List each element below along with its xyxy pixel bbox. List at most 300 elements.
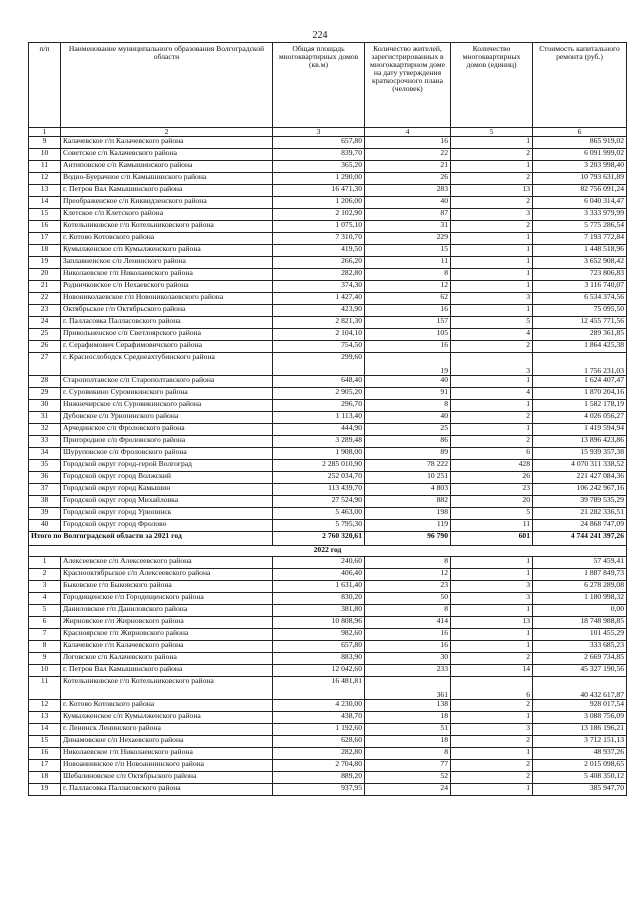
table-cell: Городской округ город Урюпинск xyxy=(61,508,273,520)
table-row xyxy=(29,424,627,436)
table-row xyxy=(29,784,627,796)
table-row xyxy=(29,605,627,617)
table-cell: 648,40 xyxy=(273,376,365,388)
table-cell: 233 xyxy=(365,665,451,677)
table-row xyxy=(29,436,627,448)
table-cell: 865 919,02 xyxy=(533,137,627,149)
table-cell: 1 448 518,96 xyxy=(533,245,627,257)
table-cell: Антиповское с/п Камышинского района xyxy=(61,161,273,173)
table-cell: 12 042,60 xyxy=(273,665,365,677)
page-number: 224 xyxy=(312,30,328,41)
header-cell: Наименование муниципального образования Волгоградской области xyxy=(61,43,273,128)
table-cell: 5 775 286,54 xyxy=(533,221,627,233)
table-cell: 30 xyxy=(365,653,451,665)
table-cell: 2 821,30 xyxy=(273,317,365,329)
table-cell: 24 xyxy=(29,317,61,329)
table-cell: 32 xyxy=(29,424,61,436)
table-cell: 25 xyxy=(365,424,451,436)
table-cell: 11 xyxy=(451,520,533,532)
table-row xyxy=(29,641,627,653)
table-cell: 628,60 xyxy=(273,736,365,748)
table-cell: 4 803 xyxy=(365,484,451,496)
table-row xyxy=(29,736,627,748)
table-cell: г. Петров Вал Камышинского района xyxy=(61,185,273,197)
table-cell: 1 419 594,94 xyxy=(533,424,627,436)
table-cell: 1 xyxy=(451,161,533,173)
header-cell: Количество многоквартирных домов (единиц) xyxy=(451,43,533,128)
table-cell: 10 793 631,89 xyxy=(533,173,627,185)
table-cell: 4 070 311 338,52 xyxy=(533,460,627,472)
table-cell: 1 xyxy=(451,376,533,388)
table-cell: 6 040 314,47 xyxy=(533,197,627,209)
table-cell: г. Серафимович Серафимовичского района xyxy=(61,341,273,353)
table-cell: 87 xyxy=(365,209,451,221)
table-cell: 7 193 772,84 xyxy=(533,233,627,245)
table-cell: 4 xyxy=(451,388,533,400)
table-cell: 1 180 998,32 xyxy=(533,593,627,605)
table-cell: 40 xyxy=(365,197,451,209)
table-cell: 15 xyxy=(365,245,451,257)
table-cell: Пригородное с/п Фроловского района xyxy=(61,436,273,448)
table-cell: 12 455 771,56 xyxy=(533,317,627,329)
table-cell: 1 xyxy=(451,245,533,257)
table-cell: 16 xyxy=(365,305,451,317)
table-cell: Родничковское с/п Нехаевского района xyxy=(61,281,273,293)
table-cell: 23 xyxy=(451,484,533,496)
table-cell: 40 xyxy=(365,376,451,388)
table-cell: 8 xyxy=(29,641,61,653)
capital-repair-table xyxy=(28,42,627,796)
table-cell: 91 xyxy=(365,388,451,400)
table-cell: Алексеевское с/п Алексеевского района xyxy=(61,557,273,569)
table-cell: Городищенское г/п Городищенского района xyxy=(61,593,273,605)
table-cell: 21 xyxy=(29,281,61,293)
table-cell: 889,20 xyxy=(273,772,365,784)
table-cell: г. Суровикино Суровикинского района xyxy=(61,388,273,400)
table-cell: 18 xyxy=(29,245,61,257)
table-cell: 16 xyxy=(29,748,61,760)
table-cell: 982,60 xyxy=(273,629,365,641)
header-cell: Стоимость капитального ремонта (руб.) xyxy=(533,43,627,128)
table-cell: 2 015 098,65 xyxy=(533,760,627,772)
table-cell: 414 xyxy=(365,617,451,629)
table-cell: 82 756 091,24 xyxy=(533,185,627,197)
table-cell: 2 285 010,90 xyxy=(273,460,365,472)
table-body xyxy=(29,128,627,796)
table-cell: 266,20 xyxy=(273,257,365,269)
table-cell: 3 333 979,99 xyxy=(533,209,627,221)
table-cell: 20 xyxy=(29,269,61,281)
table-cell: 1 xyxy=(451,233,533,245)
table-cell: 77 xyxy=(365,760,451,772)
table-cell: 10 xyxy=(29,665,61,677)
table-row xyxy=(29,724,627,736)
table-cell: 17 xyxy=(29,233,61,245)
table-cell: Котельниковское г/п Котельниковского района xyxy=(61,677,273,700)
table-cell: 17 xyxy=(29,760,61,772)
table-cell: 252 034,70 xyxy=(273,472,365,484)
table-cell: 2 xyxy=(451,700,533,712)
table-cell: г. Палласовка Палласовского района xyxy=(61,784,273,796)
total-residents: 96 790 xyxy=(365,532,451,546)
table-cell: Нижнечирское с/п Суровикинского района xyxy=(61,400,273,412)
table-row xyxy=(29,173,627,185)
table-row xyxy=(29,137,627,149)
column-number-row xyxy=(29,128,627,137)
table-cell: 26 xyxy=(365,173,451,185)
table-cell: 1 631,40 xyxy=(273,581,365,593)
table-cell: 16 481,81 xyxy=(273,677,365,700)
table-cell: Дубовское с/п Урюпинского района xyxy=(61,412,273,424)
table-row xyxy=(29,281,627,293)
table-cell: 438,70 xyxy=(273,712,365,724)
table-cell: 26 xyxy=(451,472,533,484)
table-cell: 6 xyxy=(451,677,533,700)
table-cell: 25 xyxy=(29,329,61,341)
table-cell: 2 xyxy=(451,760,533,772)
table-cell: 282,80 xyxy=(273,269,365,281)
table-cell: 10 251 xyxy=(365,472,451,484)
table-cell: 27 524,90 xyxy=(273,496,365,508)
table-row xyxy=(29,760,627,772)
column-number: 4 xyxy=(365,128,451,137)
table-cell: 5 795,30 xyxy=(273,520,365,532)
table-cell: 15 xyxy=(29,736,61,748)
table-cell: 3 xyxy=(451,593,533,605)
table-cell: Быковское г/п Быковского района xyxy=(61,581,273,593)
table-cell: 296,70 xyxy=(273,400,365,412)
table-cell: 2 xyxy=(451,736,533,748)
table-cell: 1 xyxy=(451,424,533,436)
table-row xyxy=(29,400,627,412)
table-cell: 3 116 740,07 xyxy=(533,281,627,293)
table-cell: 2 104,10 xyxy=(273,329,365,341)
table-cell: 34 xyxy=(29,448,61,460)
table-cell: 19 xyxy=(365,353,451,376)
table-cell: 2 xyxy=(451,149,533,161)
table-cell: 18 xyxy=(29,772,61,784)
table-cell: 937,95 xyxy=(273,784,365,796)
table-row xyxy=(29,677,627,700)
table-cell: Шебалиновское с/п Октябрьского района xyxy=(61,772,273,784)
table-cell: 5 408 350,12 xyxy=(533,772,627,784)
header-row xyxy=(29,43,627,128)
table-row xyxy=(29,257,627,269)
table-cell: 14 xyxy=(451,665,533,677)
table-cell: Городской округ город Камышин xyxy=(61,484,273,496)
table-cell: 4 230,00 xyxy=(273,700,365,712)
table-cell: 2 xyxy=(451,772,533,784)
table-cell: Динамовское с/п Нехаевского района xyxy=(61,736,273,748)
table-cell: 22 xyxy=(29,293,61,305)
table-cell: 1 290,00 xyxy=(273,173,365,185)
table-cell: 31 xyxy=(365,221,451,233)
table-cell: 2 102,90 xyxy=(273,209,365,221)
table-cell: 839,70 xyxy=(273,149,365,161)
table-cell: 3 xyxy=(451,209,533,221)
table-row xyxy=(29,221,627,233)
table-cell: 51 xyxy=(365,724,451,736)
table-cell: 15 939 357,38 xyxy=(533,448,627,460)
table-row xyxy=(29,353,627,376)
table-row xyxy=(29,700,627,712)
table-cell: 12 xyxy=(365,281,451,293)
table-cell: Калачевское г/п Калачевского района xyxy=(61,641,273,653)
table-cell: 1 xyxy=(451,748,533,760)
table-cell: 89 xyxy=(365,448,451,460)
table-cell: 23 xyxy=(29,305,61,317)
table-cell: 4 026 056,27 xyxy=(533,412,627,424)
table-cell: 40 xyxy=(29,520,61,532)
table-row xyxy=(29,341,627,353)
table-cell: 4 xyxy=(29,593,61,605)
table-cell: 374,30 xyxy=(273,281,365,293)
table-cell: 37 xyxy=(29,484,61,496)
table-cell: 39 789 535,29 xyxy=(533,496,627,508)
table-cell: 1 xyxy=(451,629,533,641)
table-cell: 14 xyxy=(29,724,61,736)
table-cell: Привольненское с/п Светлоярского района xyxy=(61,329,273,341)
table-cell: 289 361,85 xyxy=(533,329,627,341)
table-cell: 3 xyxy=(451,724,533,736)
table-cell: 1 xyxy=(451,557,533,569)
table-cell: 8 xyxy=(365,269,451,281)
table-cell: 1 xyxy=(451,400,533,412)
column-number: 3 xyxy=(273,128,365,137)
table-cell: 45 327 190,56 xyxy=(533,665,627,677)
table-cell: 2 xyxy=(451,436,533,448)
table-cell: 75 095,50 xyxy=(533,305,627,317)
table-cell: 8 xyxy=(365,557,451,569)
table-cell: Краснооктябрьское с/п Алексеевского района xyxy=(61,569,273,581)
table-cell: Николаевское г/п Николаевского района xyxy=(61,269,273,281)
table-cell: 10 808,96 xyxy=(273,617,365,629)
table-cell: 423,90 xyxy=(273,305,365,317)
table-cell: Логовское с/п Калачевского района xyxy=(61,653,273,665)
table-cell: 20 xyxy=(451,496,533,508)
table-cell: 0,00 xyxy=(533,605,627,617)
table-cell: 1 075,10 xyxy=(273,221,365,233)
total-row xyxy=(29,532,627,546)
table-cell: 13 xyxy=(451,185,533,197)
table-cell: 928 017,54 xyxy=(533,700,627,712)
table-cell: 2 xyxy=(451,173,533,185)
table-cell: 2 xyxy=(451,653,533,665)
table-cell: 3 289,48 xyxy=(273,436,365,448)
table-row xyxy=(29,653,627,665)
table-cell: 39 xyxy=(29,508,61,520)
table-cell: 657,80 xyxy=(273,641,365,653)
table-cell: 385 947,70 xyxy=(533,784,627,796)
table-cell: 48 937,26 xyxy=(533,748,627,760)
table-row xyxy=(29,269,627,281)
table-cell: 16 471,30 xyxy=(273,185,365,197)
table-row xyxy=(29,557,627,569)
table-cell: 113 439,70 xyxy=(273,484,365,496)
total-label: Итого по Волгоградской области за 2021 год xyxy=(29,532,273,546)
table-row xyxy=(29,508,627,520)
table-cell: 106 242 967,16 xyxy=(533,484,627,496)
table-cell: Котельниковское г/п Котельниковского района xyxy=(61,221,273,233)
table-cell: 12 xyxy=(29,700,61,712)
table-cell: 1 113,40 xyxy=(273,412,365,424)
table-cell: 50 xyxy=(365,593,451,605)
table-row xyxy=(29,448,627,460)
table-cell: Городской округ город-герой Волгоград xyxy=(61,460,273,472)
table-cell: 119 xyxy=(365,520,451,532)
table-cell: 1 xyxy=(451,269,533,281)
table-cell: 1 xyxy=(451,784,533,796)
table-cell: 299,60 xyxy=(273,353,365,376)
table-cell: 27 xyxy=(29,353,61,376)
table-cell: 5 xyxy=(451,508,533,520)
table-cell: Кумылженское с/п Кумылженского района xyxy=(61,712,273,724)
table-cell: 4 xyxy=(451,329,533,341)
table-row xyxy=(29,185,627,197)
table-row xyxy=(29,748,627,760)
table-row xyxy=(29,412,627,424)
table-cell: 18 xyxy=(365,712,451,724)
table-row xyxy=(29,460,627,472)
table-cell: 754,50 xyxy=(273,341,365,353)
table-cell: 57 459,41 xyxy=(533,557,627,569)
table-cell: 16 xyxy=(365,137,451,149)
table-cell: 428 xyxy=(451,460,533,472)
table-row xyxy=(29,376,627,388)
table-cell: 6 091 999,02 xyxy=(533,149,627,161)
table-cell: 24 xyxy=(365,784,451,796)
table-cell: 52 xyxy=(365,772,451,784)
table-row xyxy=(29,593,627,605)
table-cell: 18 xyxy=(365,736,451,748)
table-cell: 12 xyxy=(29,173,61,185)
table-cell: 2 704,80 xyxy=(273,760,365,772)
table-cell: 1 xyxy=(29,557,61,569)
table-cell: г. Палласовка Палласовского района xyxy=(61,317,273,329)
table-cell: 13 186 196,21 xyxy=(533,724,627,736)
table-cell: 2 xyxy=(29,569,61,581)
table-cell: 5 463,00 xyxy=(273,508,365,520)
table-row xyxy=(29,161,627,173)
table-cell: 30 xyxy=(29,400,61,412)
header-cell: Количество жителей, зарегистрированных в многоквартирном доме на дату утверждения краткосрочного плана (человек) xyxy=(365,43,451,128)
table-cell: Городской округ город Михайловка xyxy=(61,496,273,508)
table-cell: Советское с/п Калачевского района xyxy=(61,149,273,161)
table-cell: 1 xyxy=(451,605,533,617)
table-cell: 8 xyxy=(365,400,451,412)
table-cell: 24 868 747,09 xyxy=(533,520,627,532)
table-cell: 14 xyxy=(29,197,61,209)
table-cell: 882 xyxy=(365,496,451,508)
table-cell: Жирновское г/п Жирновского района xyxy=(61,617,273,629)
table-cell: 229 xyxy=(365,233,451,245)
table-cell: 21 282 336,51 xyxy=(533,508,627,520)
table-cell: 19 xyxy=(29,257,61,269)
table-row xyxy=(29,305,627,317)
table-cell: 2 669 734,85 xyxy=(533,653,627,665)
table-cell: г. Ленинск Ленинского района xyxy=(61,724,273,736)
table-cell: Калачевское г/п Калачевского района xyxy=(61,137,273,149)
table-cell: 419,50 xyxy=(273,245,365,257)
table-row xyxy=(29,569,627,581)
table-row xyxy=(29,233,627,245)
table-cell: 3 652 908,42 xyxy=(533,257,627,269)
table-cell: 13 xyxy=(451,617,533,629)
table-cell: 3 088 756,09 xyxy=(533,712,627,724)
table-row xyxy=(29,317,627,329)
table-cell: Старополтавское с/п Старополтавского района xyxy=(61,376,273,388)
table-cell: 6 xyxy=(29,617,61,629)
table-cell: 1 xyxy=(451,569,533,581)
table-cell: 1 xyxy=(451,137,533,149)
table-cell: 1 xyxy=(451,281,533,293)
table-cell: 406,40 xyxy=(273,569,365,581)
table-row xyxy=(29,581,627,593)
table-cell: Клетское с/п Клетского района xyxy=(61,209,273,221)
table-cell: 16 xyxy=(365,641,451,653)
table-cell: 1 206,00 xyxy=(273,197,365,209)
table-cell: 3 712 151,13 xyxy=(533,736,627,748)
table-cell: 1 908,00 xyxy=(273,448,365,460)
table-cell: г. Котово Котовского района xyxy=(61,700,273,712)
table-cell: 157 xyxy=(365,317,451,329)
table-cell: 138 xyxy=(365,700,451,712)
table-row xyxy=(29,149,627,161)
table-cell: 282,80 xyxy=(273,748,365,760)
table-cell: 11 xyxy=(365,257,451,269)
table-cell: 1 xyxy=(451,257,533,269)
table-cell: 5 xyxy=(451,317,533,329)
table-cell: 19 xyxy=(29,784,61,796)
table-cell: 10 xyxy=(29,149,61,161)
table-cell: Николаевское г/п Николаевского района xyxy=(61,748,273,760)
table-cell: 1 756 231,03 xyxy=(533,353,627,376)
table-cell: 23 xyxy=(365,581,451,593)
table-cell: 2 xyxy=(451,221,533,233)
table-cell: 723 806,83 xyxy=(533,269,627,281)
table-cell: 198 xyxy=(365,508,451,520)
table-cell: 1 870 204,16 xyxy=(533,388,627,400)
table-cell: Новоаннинское г/п Новоаннинского района xyxy=(61,760,273,772)
table-row xyxy=(29,772,627,784)
column-number: 5 xyxy=(451,128,533,137)
table-row xyxy=(29,472,627,484)
table-cell: 333 685,23 xyxy=(533,641,627,653)
table-row xyxy=(29,665,627,677)
table-cell: 2 905,20 xyxy=(273,388,365,400)
table-cell: 7 xyxy=(29,629,61,641)
table-cell: г. Петров Вал Камышинского района xyxy=(61,665,273,677)
table-cell: 21 xyxy=(365,161,451,173)
table-cell: Кумылженское с/п Кумылженского района xyxy=(61,245,273,257)
table-cell: 7 310,70 xyxy=(273,233,365,245)
table-cell: Преображенское с/п Киквидзенского района xyxy=(61,197,273,209)
table-cell: 8 xyxy=(365,748,451,760)
table-row xyxy=(29,484,627,496)
table-cell: г. Краснослободск Среднеахтубинского района xyxy=(61,353,273,376)
year-row xyxy=(29,546,627,557)
table-cell: 40 xyxy=(365,412,451,424)
table-cell: 16 xyxy=(365,629,451,641)
table-cell: 3 xyxy=(29,581,61,593)
table-cell: 883,90 xyxy=(273,653,365,665)
table-cell: 9 xyxy=(29,137,61,149)
table-cell: г. Котово Котовского района xyxy=(61,233,273,245)
table-cell: 5 xyxy=(29,605,61,617)
table-cell: 283 xyxy=(365,185,451,197)
table-cell: 361 xyxy=(365,677,451,700)
table-cell: 86 xyxy=(365,436,451,448)
